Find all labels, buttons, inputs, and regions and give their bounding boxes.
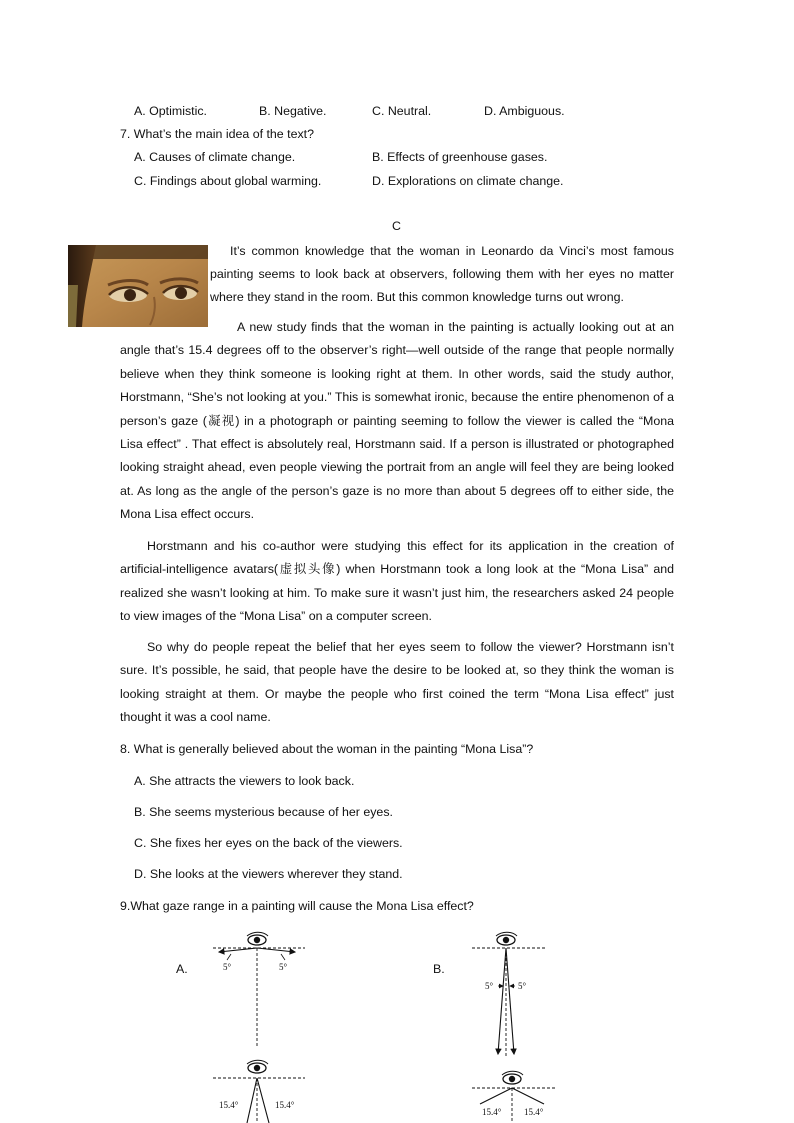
q7-question: 7. What’s the main idea of the text?	[120, 127, 315, 141]
angle-label-left-lower: 15.4°	[482, 1107, 502, 1117]
q8-question: 8. What is generally believed about the woman in the painting “Mona Lisa”?	[120, 742, 534, 756]
q7-option-a: A. Causes of climate change.	[134, 150, 296, 164]
angle-label-left: 5°	[485, 981, 494, 991]
q8-option-c: C. She fixes her eyes on the back of the viewers.	[134, 836, 403, 850]
angle-label-right: 5°	[279, 962, 288, 972]
q9-question: 9.What gaze range in a painting will cause the Mona Lisa effect?	[120, 899, 474, 913]
passage-p1-line1: It’s common knowledge that the woman in Leonardo da Vinci’s most famous	[230, 244, 674, 258]
q7-option-b: B. Effects of greenhouse gases.	[372, 150, 548, 164]
q8-option-b: B. She seems mysterious because of her eyes.	[134, 805, 393, 819]
q9-diagram-a	[205, 928, 315, 1123]
angle-label-left: 5°	[223, 962, 232, 972]
angle-label-right: 5°	[518, 981, 527, 991]
q6-option-d: D. Ambiguous.	[484, 104, 565, 118]
mona-lisa-eyes-image	[68, 245, 208, 327]
q8-option-d: D. She looks at the viewers wherever they stand.	[134, 867, 403, 881]
q9-option-b-label: B.	[433, 962, 445, 976]
angle-label-left-lower: 15.4°	[219, 1100, 239, 1110]
q6-option-a: A. Optimistic.	[134, 104, 207, 118]
q9-diagram-b	[468, 928, 560, 1123]
q6-option-b: B. Negative.	[259, 104, 327, 118]
eye-icon	[502, 1071, 523, 1084]
eye-icon	[496, 932, 517, 945]
passage-p1-line3: where they stand in the room. But this common knowledge turns out wrong.	[210, 290, 624, 304]
q8-option-a: A. She attracts the viewers to look back.	[134, 774, 355, 788]
q7-option-c: C. Findings about global warming.	[134, 174, 322, 188]
q9-option-a-label: A.	[176, 962, 188, 976]
angle-label-right-lower: 15.4°	[524, 1107, 544, 1117]
angle-label-right-lower: 15.4°	[275, 1100, 295, 1110]
passage-p4: So why do people repeat the belief that her eyes seem to follow the viewer? Horstmann isn’t sure. It’s possible, he said, that people have the desire to be looked at, so they think the woman is looking straight at them. Or maybe the people who first coined the term “Mona Lisa effect” just thought it was a cool name.	[120, 640, 674, 725]
eye-icon	[247, 1060, 268, 1073]
q6-option-c: C. Neutral.	[372, 104, 432, 118]
passage-p2: A new study finds that the woman in the painting is actually looking out at an angle that’s 15.4 degrees off to the observer’s right—well outside of the range that people normally believe when they think someone is looking right at them. In other words, said the study author, Horstmann, “She’s not looking at you.” This is somewhat ironic, because the entire phenomenon of a person’s gaze (凝视) in a photograph or painting seeming to follow the viewer is called the “Mona Lisa effect” . That effect is absolutely real, Horstmann said. If a person is illustrated or photographed looking straight ahead, even people viewing the portrait from an angle will feel they are being looked at. As long as the angle of the person’s gaze is no more than about 5 degrees off to either side, the Mona Lisa effect occurs.	[120, 320, 674, 522]
eye-icon	[247, 932, 268, 945]
passage-p3: Horstmann and his co-author were studying this effect for its application in the creation of artificial-intelligence avatars(虚拟头像) when Horstmann took a long look at the “Mona Lisa” and realized she wasn’t looking at him. To make sure it wasn’t just him, the researchers asked 24 people to view images of the “Mona Lisa” on a computer screen.	[120, 539, 674, 624]
section-label: C	[392, 219, 401, 233]
passage-p1-line2: painting seems to look back at observers, following them with her eyes no matter	[210, 267, 674, 281]
q7-option-d: D. Explorations on climate change.	[372, 174, 564, 188]
